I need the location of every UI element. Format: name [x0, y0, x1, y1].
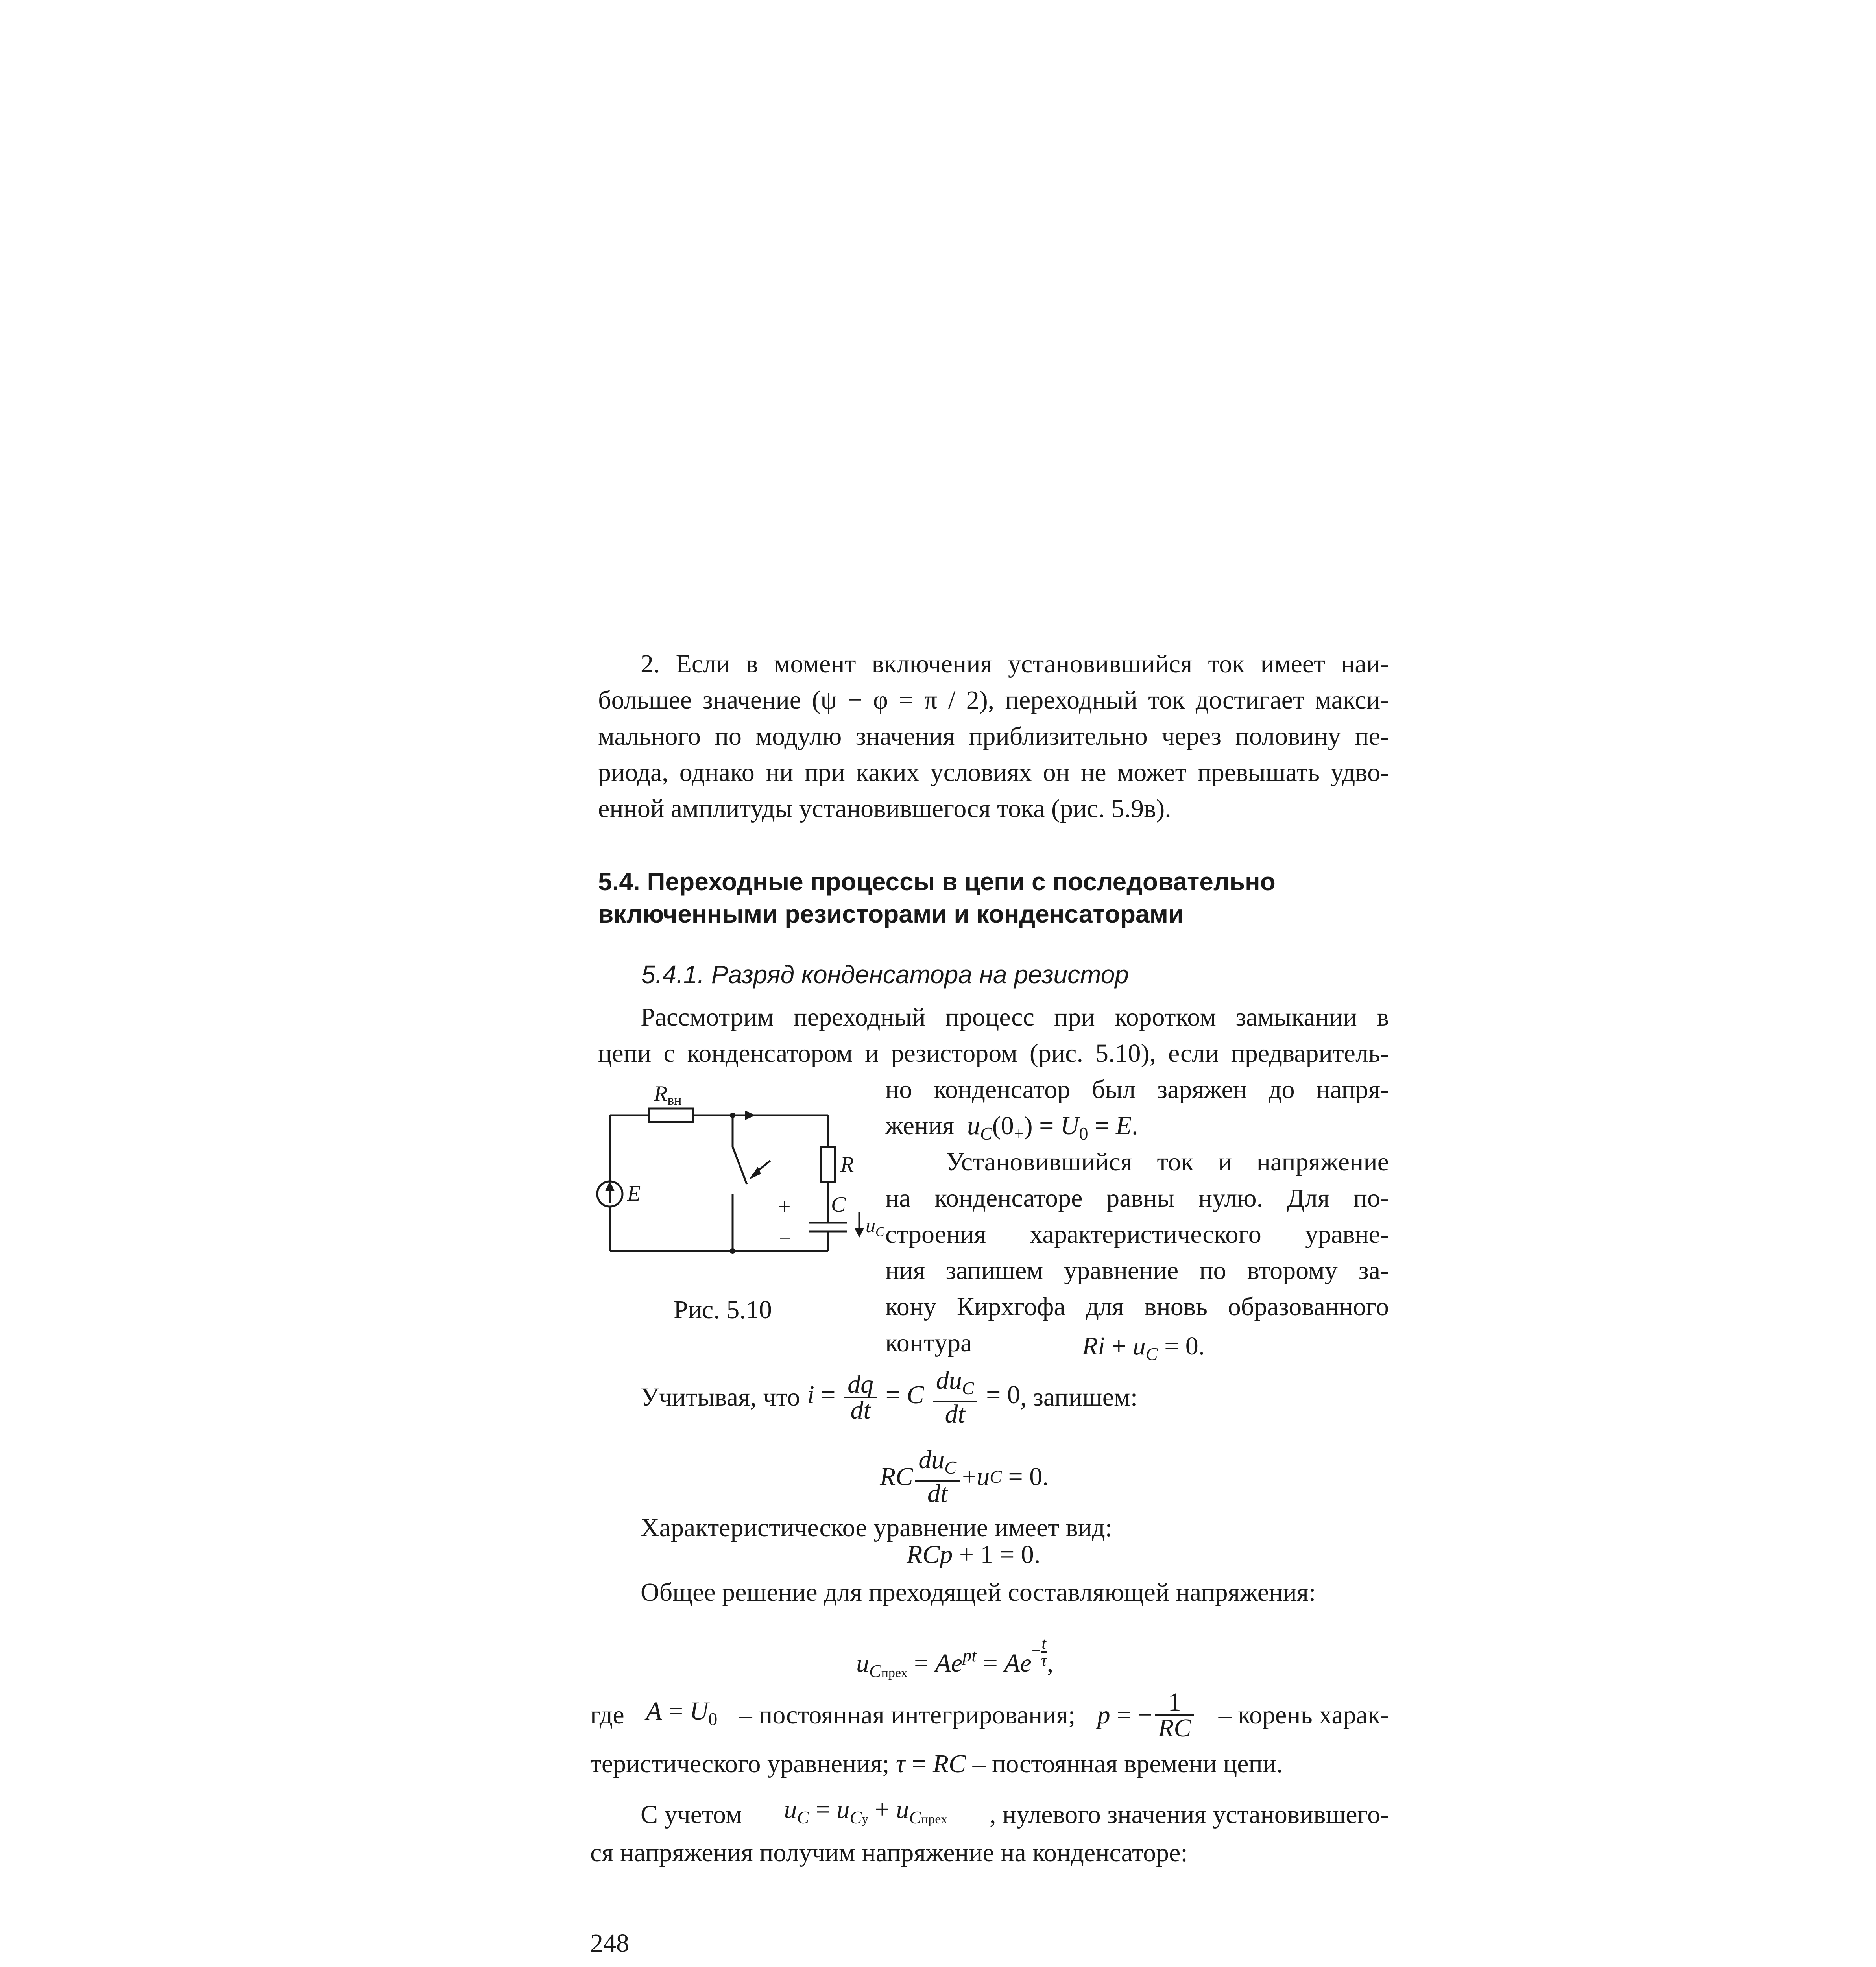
text-line: большее значение (ψ − φ = π / 2), переходный ток достигает макси-	[598, 686, 1389, 714]
where-root: – корень харак-	[1218, 1701, 1389, 1729]
where-lead: где	[590, 1701, 624, 1729]
considering-text: Учитывая, что	[641, 1383, 800, 1412]
where-tau: – постоянная времени цепи.	[972, 1749, 1283, 1778]
general-solution-formula: $u_{Cпрех} = Ae^{pt} = Ae^{- \frac{t}{\tau}}$ ,	[856, 1634, 1054, 1681]
label-minus: −	[779, 1226, 792, 1251]
formula-tau: τ = RC	[896, 1749, 966, 1778]
paragraph-consider	[598, 999, 1389, 1072]
final-tail: , нулевого значения установившего-	[989, 1800, 1389, 1829]
junction-dot-bottom	[730, 1248, 735, 1254]
formula-a: $A = U_0$	[646, 1697, 718, 1729]
text-line: контура	[885, 1329, 972, 1357]
final-lead: С учетом	[641, 1800, 742, 1829]
char-eq-lead: Характеристическое уравнение имеет вид:	[641, 1513, 1113, 1542]
junction-dot-top	[730, 1113, 735, 1118]
current-arrow-head	[745, 1111, 755, 1120]
formula-uc-sum: $u_C = u_{Cу} + u_{Cпрех}$	[784, 1795, 947, 1827]
text-line: ния запишем уравнение по второму за-	[885, 1256, 1389, 1285]
text-line: 2. Если в момент включения установившийся ток имеет наи-	[641, 650, 1389, 678]
text-line: риода, однако ни при каких условиях он не может превышать удво-	[598, 758, 1389, 787]
switch-blade	[733, 1147, 747, 1184]
section-heading-line: 5.4. Переходные процессы в цепи с последовательно	[598, 867, 1276, 896]
figure-caption: Рис. 5.10	[674, 1295, 772, 1324]
page-number: 248	[590, 1929, 629, 1958]
general-solution-lead: Общее решение для преходящей составляющей напряжения:	[641, 1578, 1316, 1607]
section-heading	[598, 865, 1405, 930]
final-line-2: ся напряжения получим напряжение на конденсаторе:	[590, 1838, 1188, 1867]
paragraph-right-column	[885, 1072, 1389, 1152]
where-line2: теристического уравнения;	[590, 1749, 890, 1778]
resistor-r	[821, 1147, 835, 1182]
text-line-start: жения	[885, 1111, 955, 1140]
equation-kirchhoff: $Ri + u_C = 0$.	[1082, 1332, 1205, 1364]
resistor-rvn	[649, 1109, 693, 1122]
label-r: R	[840, 1152, 854, 1177]
section-heading-line: включенными резисторами и конденсаторами	[598, 900, 1184, 928]
uc-arrow-head	[855, 1228, 864, 1238]
subsection-heading: 5.4.1. Разряд конденсатора на резистор	[641, 960, 1129, 989]
label-uc: $u_C$	[866, 1214, 884, 1239]
paragraph-intro	[598, 646, 1389, 827]
final-line	[641, 1792, 1389, 1838]
text-line: Рассмотрим переходный процесс при коротком замыкании в	[641, 1003, 1389, 1031]
where-line	[590, 1690, 1389, 1740]
label-c: C	[831, 1192, 846, 1217]
text-line: на конденсаторе равны нулю. Для по-	[885, 1184, 1389, 1212]
current-formula: i = $\frac{dq}{dt}$ = C $\frac{du_C}{dt}$ = 0	[807, 1366, 1020, 1428]
considering-line	[641, 1368, 1137, 1426]
formula-p: p = − $\frac{1}{RC}$	[1097, 1690, 1197, 1740]
initial-condition-formula: $u_C(0_+) = U_0 = E$.	[967, 1111, 1138, 1144]
label-rvn: Rвн	[654, 1081, 682, 1108]
text-line: Установившийся ток и напряжение	[946, 1148, 1389, 1176]
equation-differential: RC $\frac{du_C}{dt}$ + u C = 0.	[880, 1445, 1049, 1508]
where-const: – постоянная интегрирования;	[739, 1701, 1076, 1729]
label-e: E	[627, 1181, 641, 1206]
text-line: но конденсатор был заряжен до напря-	[885, 1075, 1389, 1104]
char-eq: RCp + 1 = 0.	[907, 1540, 1041, 1569]
text-line: кону Кирхгофа для вновь образованного	[885, 1292, 1389, 1321]
text-line: строения характеристического уравне-	[885, 1220, 1389, 1249]
considering-tail: , запишем:	[1020, 1383, 1138, 1412]
text-line: мального по модулю значения приблизительно через половину пе-	[598, 722, 1389, 751]
label-plus: +	[778, 1195, 791, 1219]
text-line: цепи с конденсатором и резистором (рис. 5.10), если предваритель-	[598, 1039, 1389, 1068]
text-line: енной амплитуды установившегося тока (рис. 5.9в).	[598, 794, 1171, 823]
circuit-diagram	[590, 1078, 884, 1275]
where-line-2	[590, 1746, 1283, 1782]
